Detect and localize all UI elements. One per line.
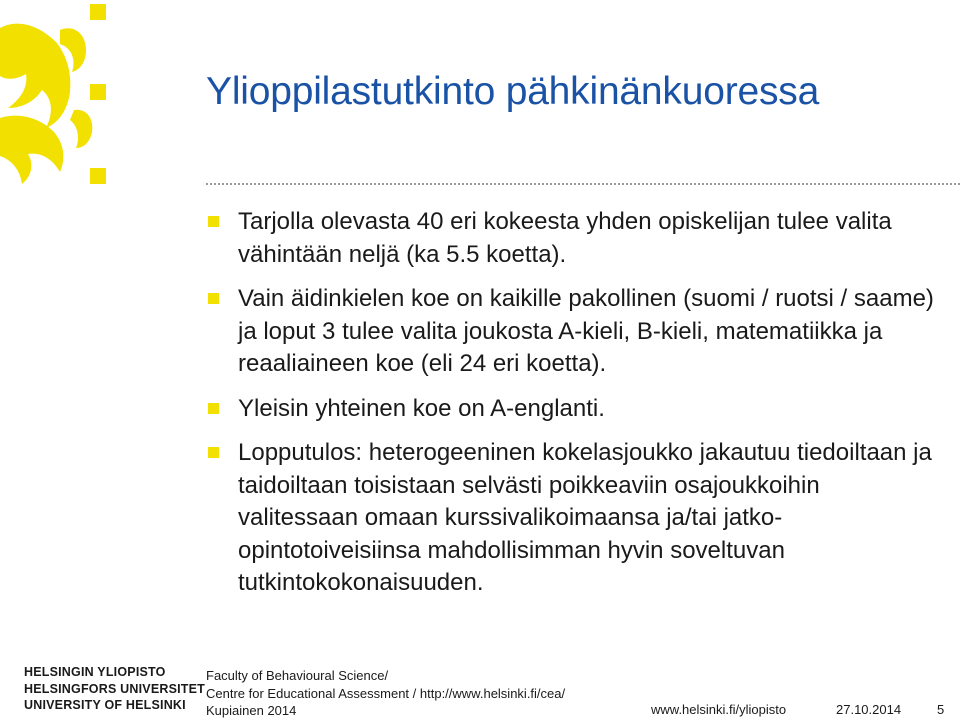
footer-faculty-line: Faculty of Behavioural Science/ xyxy=(206,668,389,683)
bullet-text: Yleisin yhteinen koe on A-englanti. xyxy=(238,394,605,422)
square-bullet-icon xyxy=(208,293,219,304)
bullet-text: Lopputulos: heterogeeninen kokelasjoukko jakautuu tiedoiltaan ja taidoiltaan toisistaan selvästi poikkeaviin osajoukkoihin valitessaan omaan kurssivalikoimaansa ja/tai jatko-opintotoiveisiinsa mahdollisimman hyvin soveltuvan tutkintokokonaisuuden. xyxy=(238,439,932,596)
bullet-item xyxy=(206,206,946,271)
square-bullet-icon xyxy=(208,447,219,458)
square-bullet-icon xyxy=(208,216,219,227)
footer-date: 27.10.2014 xyxy=(836,702,902,717)
footer-url: www.helsinki.fi/yliopisto xyxy=(651,702,787,717)
footer-author-line: Kupiainen 2014 xyxy=(206,703,297,718)
university-wordmark xyxy=(24,664,205,714)
bullet-text: Vain äidinkielen koe on kaikille pakollinen (suomi / ruotsi / saame) ja loput 3 tulee valita joukosta A-kieli, B-kieli, matematiikka ja reaaliaineen koe (eli 24 eri koetta). xyxy=(238,285,934,377)
university-name-sv: HELSINGFORS UNIVERSITET xyxy=(24,681,206,696)
title-divider xyxy=(206,183,960,185)
bullet-item xyxy=(206,437,946,600)
bullet-item xyxy=(206,283,946,381)
page-title: Ylioppilastutkinto pähkinänkuoressa xyxy=(206,70,820,113)
bullet-text: Tarjolla olevasta 40 eri kokeesta yhden opiskelijan tulee valita vähintään neljä (ka 5.5 koetta). xyxy=(238,208,892,268)
page-number: 5 xyxy=(937,702,945,717)
square-bullet-icon xyxy=(208,403,219,414)
bullet-list xyxy=(206,206,946,612)
university-flame-logo-icon xyxy=(0,0,160,200)
footer-centre-line: Centre for Educational Assessment / http://www.helsinki.fi/cea/ xyxy=(206,685,566,701)
footer-faculty-info xyxy=(206,667,565,720)
university-name-en: UNIVERSITY OF HELSINKI xyxy=(24,698,186,712)
bullet-item xyxy=(206,393,946,426)
university-name-fi: HELSINGIN YLIOPISTO xyxy=(24,665,166,679)
